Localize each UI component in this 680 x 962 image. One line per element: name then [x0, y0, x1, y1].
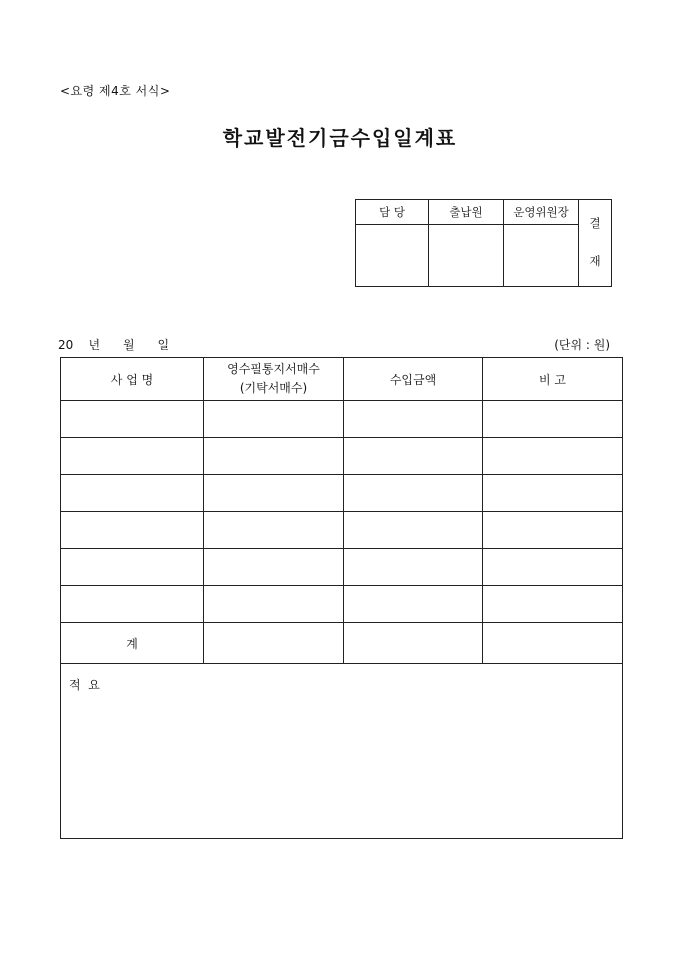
- header-receipt-count-line1: 영수필통지서매수: [227, 362, 320, 376]
- approval-header-manager: 담 당: [356, 200, 429, 225]
- cell-note[interactable]: [483, 549, 623, 586]
- approval-sign-chairperson[interactable]: [504, 225, 579, 287]
- total-receipt-count[interactable]: [204, 623, 344, 664]
- form-number: <요령 제4호 서식>: [60, 84, 171, 98]
- cell-income-amount[interactable]: [344, 438, 483, 475]
- cell-income-amount[interactable]: [344, 475, 483, 512]
- approval-header-chairperson: 운영위원장: [504, 200, 579, 225]
- table-row: [61, 586, 623, 623]
- cell-business-name[interactable]: [61, 475, 204, 512]
- table-row: [61, 512, 623, 549]
- approval-sign-cashier[interactable]: [429, 225, 504, 287]
- cell-business-name[interactable]: [61, 512, 204, 549]
- cell-business-name[interactable]: [61, 586, 204, 623]
- approval-side-label-1: 결: [589, 216, 601, 231]
- total-income-amount[interactable]: [344, 623, 483, 664]
- table-row: [61, 401, 623, 438]
- cell-note[interactable]: [483, 512, 623, 549]
- cell-receipt-count[interactable]: [204, 438, 344, 475]
- cell-receipt-count[interactable]: [204, 401, 344, 438]
- cell-receipt-count[interactable]: [204, 512, 344, 549]
- cell-note[interactable]: [483, 438, 623, 475]
- cell-receipt-count[interactable]: [204, 586, 344, 623]
- cell-income-amount[interactable]: [344, 586, 483, 623]
- header-receipt-count-line2: (기탁서매수): [239, 381, 308, 395]
- approval-header-cashier: 출납원: [429, 200, 504, 225]
- table-row: [61, 475, 623, 512]
- remarks-cell[interactable]: [61, 664, 623, 839]
- cell-business-name[interactable]: [61, 438, 204, 475]
- cell-income-amount[interactable]: [344, 549, 483, 586]
- page-title: 학교발전기금수입일계표: [222, 126, 458, 150]
- remarks-label: 적 요: [69, 678, 100, 692]
- cell-business-name[interactable]: [61, 549, 204, 586]
- total-note[interactable]: [483, 623, 623, 664]
- header-note: 비 고: [483, 358, 623, 401]
- cell-income-amount[interactable]: [344, 512, 483, 549]
- cell-note[interactable]: [483, 586, 623, 623]
- cell-note[interactable]: [483, 401, 623, 438]
- table-row: [61, 438, 623, 475]
- cell-note[interactable]: [483, 475, 623, 512]
- cell-income-amount[interactable]: [344, 401, 483, 438]
- header-business-name: 사 업 명: [61, 358, 204, 401]
- cell-receipt-count[interactable]: [204, 475, 344, 512]
- approval-side-label-2: 재: [589, 254, 601, 268]
- approval-box: [355, 199, 612, 287]
- unit-label: (단위 : 원): [554, 338, 610, 352]
- total-row: [61, 623, 623, 664]
- date-line: 20 년 월 일: [58, 338, 170, 352]
- cell-business-name[interactable]: [61, 401, 204, 438]
- header-income-amount: 수입금액: [344, 358, 483, 401]
- approval-side-label: [579, 200, 612, 287]
- total-label: 계: [61, 623, 204, 664]
- income-ledger-table: [60, 357, 623, 839]
- approval-sign-manager[interactable]: [356, 225, 429, 287]
- header-receipt-count: [204, 358, 344, 401]
- table-row: [61, 549, 623, 586]
- cell-receipt-count[interactable]: [204, 549, 344, 586]
- remarks-row: [61, 664, 623, 839]
